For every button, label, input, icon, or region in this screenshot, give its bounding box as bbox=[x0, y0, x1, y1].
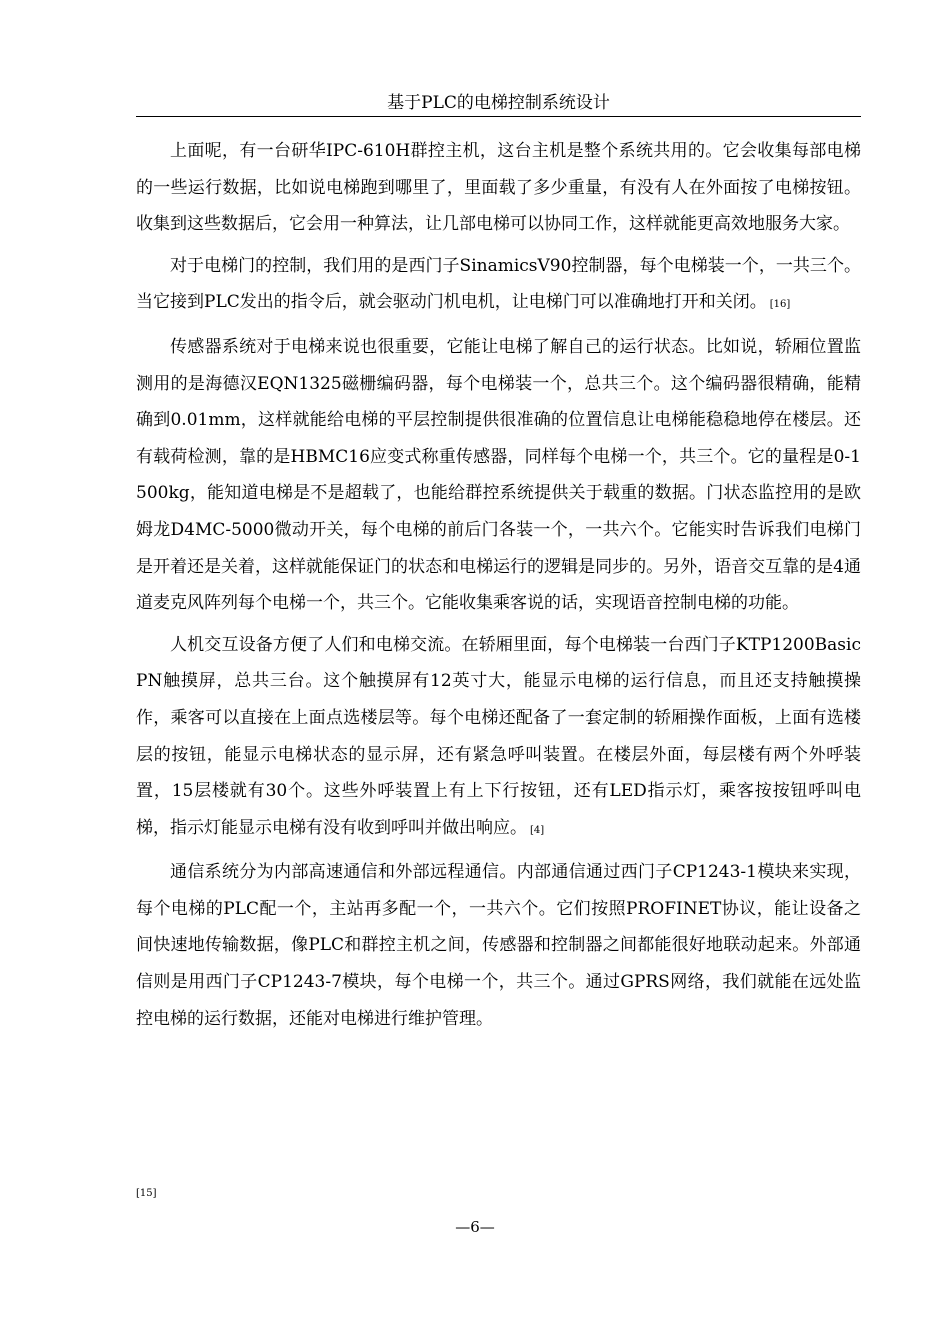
paragraph-text: 对于电梯门的控制，我们用的是西门子SinamicsV90控制器，每个电梯装一个，一共三个。当它接到PLC发出的指令后，就会驱动门机电机，让电梯门可以准确地打开和关闭。 bbox=[136, 255, 861, 313]
paragraph-text: 上面呢，有一台研华IPC-610H群控主机，这台主机是整个系统共用的。它会收集每部电梯的一些运行数据，比如说电梯跑到哪里了，里面载了多少重量，有没有人在外面按了电梯按钮。收集到这些数据后，它会用一种算法，让几部电梯可以协同工作，这样就能更高效地服务大家。 bbox=[136, 141, 861, 235]
paragraph-door-control bbox=[136, 248, 861, 324]
paragraph-text: 人机交互设备方便了人们和电梯交流。在轿厢里面，每个电梯装一台西门子KTP1200BasicPN触摸屏，总共三台。这个触摸屏有12英寸大，能显示电梯的运行信息，而且还支持触摸操作，乘客可以直接在上面点选楼层等。每个电梯还配备了一套定制的轿厢操作面板，上面有选楼层的按钮，能显示电梯状态的显示屏，还有紧急呼叫装置。在楼层外面，每层楼有两个外呼装置，15层楼就有30个。这些外呼装置上有上下行按钮，还有LED指示灯，乘客按按钮呼叫电梯，指示灯能显示电梯有没有收到呼叫并做出响应。 bbox=[136, 634, 861, 838]
citation-reference: [4] bbox=[530, 824, 545, 836]
paragraph-hmi-devices bbox=[136, 627, 861, 850]
paragraph-group-control-host bbox=[136, 133, 861, 243]
paragraph-sensor-system bbox=[136, 329, 861, 622]
paragraph-communication-system bbox=[136, 854, 861, 1037]
citation-reference-trailing: [15] bbox=[136, 1188, 157, 1199]
paragraph-text: 传感器系统对于电梯来说也很重要，它能让电梯了解自己的运行状态。比如说，轿厢位置监测用的是海德汉EQN1325磁栅编码器，每个电梯装一个，总共三个。这个编码器很精确，能精确到0.01mm，这样就能给电梯的平层控制提供很准确的位置信息让电梯能稳稳地停在楼层。还有载荷检测，靠的是HBMC16应变式称重传感器，同样每个电梯一个，共三个。它的量程是0-1500kg，能知道电梯是不是超载了，也能给群控系统提供关于载重的数据。门状态监控用的是欧姆龙D4MC-5000微动开关，每个电梯的前后门各装一个，一共六个。它能实时告诉我们电梯门是开着还是关着，这样就能保证门的状态和电梯运行的逻辑是同步的。另外，语音交互靠的是4通道麦克风阵列每个电梯一个，共三个。它能收集乘客说的话，实现语音控制电梯的功能。 bbox=[136, 336, 861, 614]
body-text bbox=[136, 133, 861, 1042]
document-title: 基于PLC的电梯控制系统设计 bbox=[387, 93, 610, 113]
page-number: —6— bbox=[455, 1218, 495, 1236]
paragraph-text: 通信系统分为内部高速通信和外部远程通信。内部通信通过西门子CP1243-1模块来实现，每个电梯的PLC配一个，主站再多配一个，一共六个。它们按照PROFINET协议，能让设备之间快速地传输数据，像PLC和群控主机之间，传感器和控制器之间都能很好地联动起来。外部通信则是用西门子CP1243-7模块，每个电梯一个，共三个。通过GPRS网络，我们就能在远处监控电梯的运行数据，还能对电梯进行维护管理。 bbox=[136, 862, 861, 1029]
citation-reference: [16] bbox=[769, 299, 791, 311]
page-header bbox=[136, 90, 861, 117]
